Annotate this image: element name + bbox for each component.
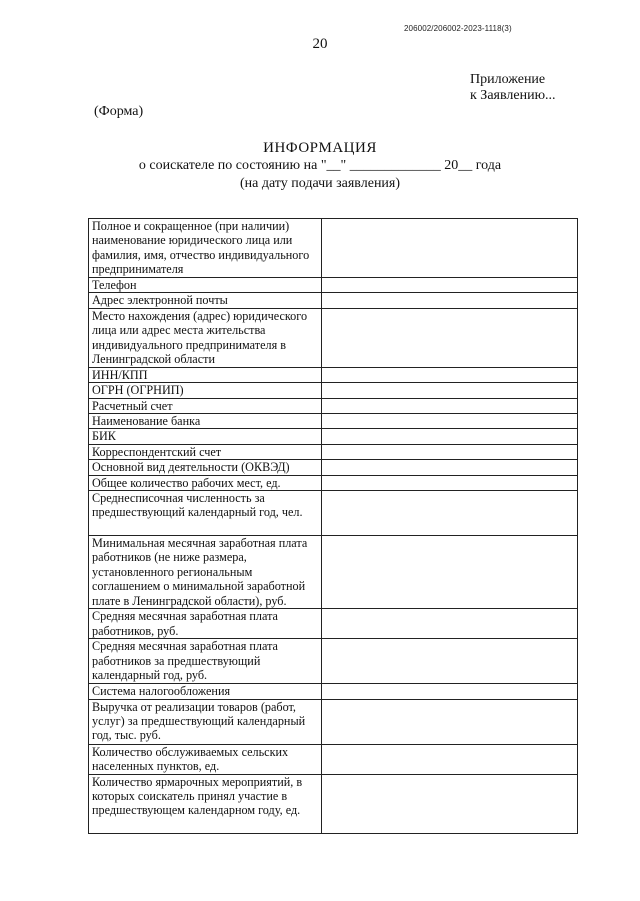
- page-number: 20: [312, 36, 328, 52]
- table-row: [89, 475, 578, 490]
- table-row: [89, 491, 578, 536]
- row-value-field[interactable]: [321, 744, 577, 774]
- row-value-field[interactable]: [321, 293, 577, 308]
- title-date-line: о соискателе по состоянию на "__" _____________ 20__ года: [138, 158, 502, 173]
- row-label: ИНН/КПП: [89, 367, 322, 382]
- applicant-info-table: [88, 218, 578, 834]
- row-label: Корреспондентский счет: [89, 444, 322, 459]
- info-table-body: [89, 219, 578, 834]
- row-value-field[interactable]: [321, 414, 577, 429]
- row-value-field[interactable]: [321, 699, 577, 744]
- table-row: [89, 609, 578, 639]
- row-label: БИК: [89, 429, 322, 444]
- row-label: Система налогообложения: [89, 684, 322, 699]
- table-row: [89, 639, 578, 684]
- row-value-field[interactable]: [321, 460, 577, 475]
- row-label: Место нахождения (адрес) юридического лица или адрес места жительства индивидуального предпринимателя в Ленинградской области: [89, 308, 322, 367]
- table-row: [89, 308, 578, 367]
- table-row: [89, 293, 578, 308]
- row-label: Среднесписочная численность за предшествующий календарный год, чел.: [89, 491, 322, 536]
- table-row: [89, 278, 578, 293]
- appendix-line-1: Приложение: [470, 72, 546, 87]
- row-value-field[interactable]: [321, 609, 577, 639]
- row-value-field[interactable]: [321, 774, 577, 833]
- row-value-field[interactable]: [321, 536, 577, 609]
- table-row: [89, 684, 578, 699]
- row-label: Количество ярмарочных мероприятий, в которых соискатель принял участие в предшествующем календарном году, ед.: [89, 774, 322, 833]
- table-row: [89, 429, 578, 444]
- row-value-field[interactable]: [321, 308, 577, 367]
- row-value-field[interactable]: [321, 475, 577, 490]
- row-label: Выручка от реализации товаров (работ, услуг) за предшествующий календарный год, тыс. руб.: [89, 699, 322, 744]
- table-row: [89, 744, 578, 774]
- appendix-note: [470, 72, 556, 104]
- row-value-field[interactable]: [321, 639, 577, 684]
- row-label: Полное и сокращенное (при наличии) наименование юридического лица или фамилия, имя, отчество индивидуального предпринимателя: [89, 219, 322, 278]
- table-row: [89, 444, 578, 459]
- row-value-field[interactable]: [321, 219, 577, 278]
- row-value-field[interactable]: [321, 367, 577, 382]
- table-row: [89, 536, 578, 609]
- table-row: [89, 398, 578, 413]
- row-value-field[interactable]: [321, 398, 577, 413]
- table-row: [89, 367, 578, 382]
- table-row: [89, 774, 578, 833]
- row-label: Основной вид деятельности (ОКВЭД): [89, 460, 322, 475]
- row-label: Количество обслуживаемых сельских населенных пунктов, ед.: [89, 744, 322, 774]
- row-label: Средняя месячная заработная плата работников за предшествующий календарный год, руб.: [89, 639, 322, 684]
- row-label: Средняя месячная заработная плата работников, руб.: [89, 609, 322, 639]
- row-value-field[interactable]: [321, 383, 577, 398]
- row-value-field[interactable]: [321, 429, 577, 444]
- row-label: Адрес электронной почты: [89, 293, 322, 308]
- document-id: 206002/206002-2023-1118(3): [404, 24, 512, 33]
- row-value-field[interactable]: [321, 684, 577, 699]
- row-value-field[interactable]: [321, 444, 577, 459]
- table-row: [89, 699, 578, 744]
- appendix-line-2: к Заявлению...: [470, 88, 556, 103]
- row-value-field[interactable]: [321, 491, 577, 536]
- row-value-field[interactable]: [321, 278, 577, 293]
- table-row: [89, 219, 578, 278]
- form-label: (Форма): [94, 104, 144, 119]
- row-label: Наименование банка: [89, 414, 322, 429]
- table-row: [89, 414, 578, 429]
- row-label: Общее количество рабочих мест, ед.: [89, 475, 322, 490]
- table-row: [89, 460, 578, 475]
- row-label: ОГРН (ОГРНИП): [89, 383, 322, 398]
- title-date-note: (на дату подачи заявления): [239, 176, 401, 191]
- table-row: [89, 383, 578, 398]
- row-label: Минимальная месячная заработная плата работников (не ниже размера, установленного региональным соглашением о минимальной заработной плате в Ленинградской области), руб.: [89, 536, 322, 609]
- row-label: Расчетный счет: [89, 398, 322, 413]
- row-label: Телефон: [89, 278, 322, 293]
- document-title: ИНФОРМАЦИЯ: [263, 140, 377, 156]
